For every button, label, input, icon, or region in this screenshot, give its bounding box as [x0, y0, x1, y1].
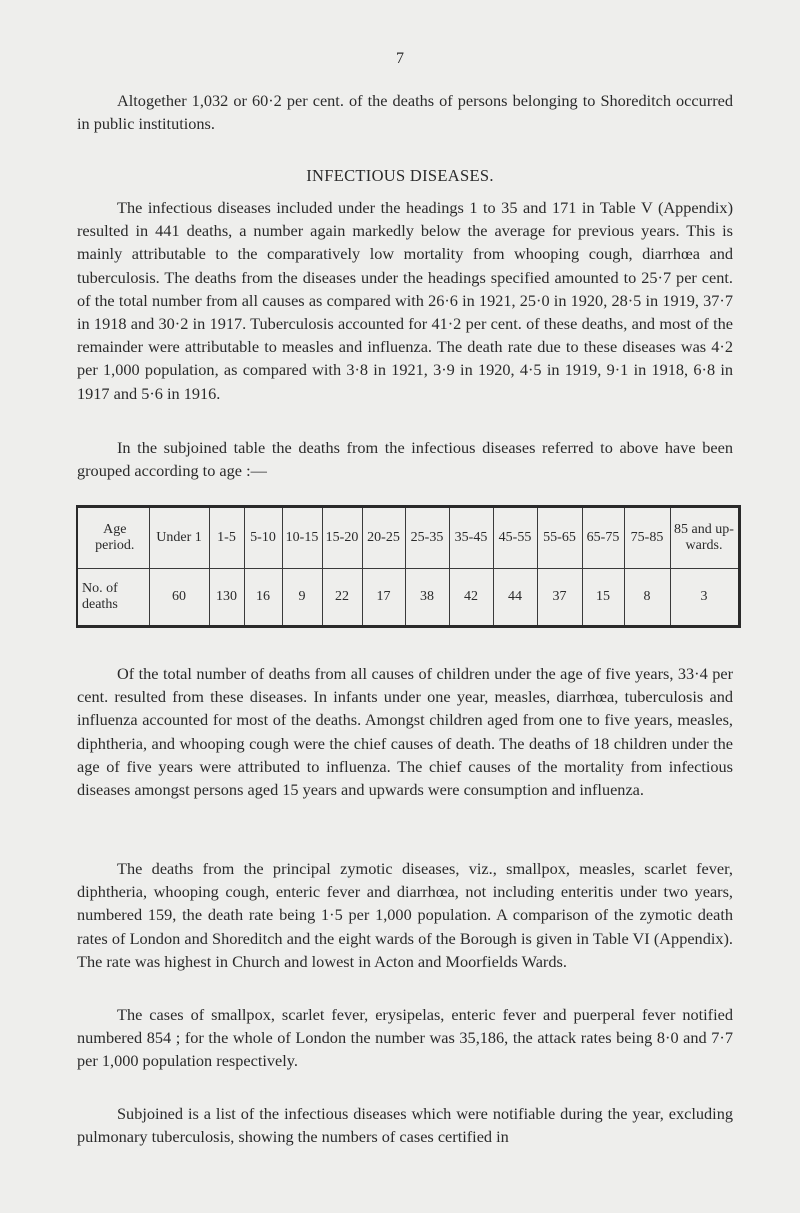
deaths-cell: 8	[624, 569, 670, 627]
age-cell: 15-20	[322, 507, 362, 569]
children-paragraph: Of the total number of deaths from all causes of children under the age of five years, 33·4 per cent. resulted from these diseases. In infants under one year, measles, diarrhœa, tuberculosis and influenza accounted for most of the deaths. Amongst children aged from one to five years, measles, diphtheria, and whooping cough were the chief causes of death. The deaths of 18 children under the age of five years were attributed to influenza. The chief causes of the mortality from infectious diseases amongst persons aged 15 years and upwards were consumption and influenza.	[77, 664, 733, 800]
age-cell: 55-65	[537, 507, 582, 569]
deaths-by-age-table	[76, 505, 741, 628]
age-cell: 35-45	[449, 507, 493, 569]
table-intro-paragraph: In the subjoined table the deaths from the infectious diseases referred to above have been grouped according to age :—	[77, 438, 733, 481]
deaths-row	[77, 569, 739, 627]
age-cell: 75-85	[624, 507, 670, 569]
age-cell: 5-10	[244, 507, 282, 569]
section-heading: INFECTIOUS DISEASES.	[306, 166, 494, 185]
deaths-cell: 9	[282, 569, 322, 627]
deaths-cell: 3	[670, 569, 739, 627]
deaths-cell: 22	[322, 569, 362, 627]
age-cell: 65-75	[582, 507, 624, 569]
deaths-cell: 15	[582, 569, 624, 627]
deaths-cell: 38	[405, 569, 449, 627]
deaths-cell: 17	[362, 569, 405, 627]
age-cell: 85 and up- wards.	[670, 507, 739, 569]
deaths-cell: 60	[149, 569, 209, 627]
deaths-cell: 44	[493, 569, 537, 627]
deaths-cell: 16	[244, 569, 282, 627]
deaths-cell: 42	[449, 569, 493, 627]
age-cell: 20-25	[362, 507, 405, 569]
age-cell: 10-15	[282, 507, 322, 569]
page-number: 7	[396, 50, 404, 67]
deaths-label: No. of deaths	[77, 569, 149, 627]
age-cell: Under 1	[149, 507, 209, 569]
age-cell: 1-5	[209, 507, 244, 569]
age-cell: 25-35	[405, 507, 449, 569]
infectious-paragraph: The infectious diseases included under the headings 1 to 35 and 171 in Table V (Appendix) resulted in 441 deaths, a number again markedly below the average for previous years. This is mainly attributable to the comparatively low mortality from whooping cough, diarrhœa and tuberculosis. The deaths from the diseases under the headings specified amounted to 25·7 per cent. of the total number from all causes as compared with 26·6 in 1921, 25·0 in 1920, 28·5 in 1919, 37·7 in 1918 and 30·2 in 1917. Tuberculosis accounted for 41·2 per cent. of these deaths, and most of the remainder were attributable to measles and influenza. The death rate due to these diseases was 4·2 per 1,000 population, as compared with 3·8 in 1921, 3·9 in 1920, 4·5 in 1919, 9·1 in 1918, 6·8 in 1917 and 5·6 in 1916.	[77, 198, 733, 403]
deaths-cell: 130	[209, 569, 244, 627]
notified-paragraph: The cases of smallpox, scarlet fever, erysipelas, enteric fever and puerperal fever notified numbered 854 ; for the whole of London the number was 35,186, the attack rates being 8·0 and 7·7 per 1,000 population respectively.	[77, 1005, 733, 1071]
age-period-label: Age period.	[77, 507, 149, 569]
intro-paragraph: Altogether 1,032 or 60·2 per cent. of the deaths of persons belonging to Shoreditch occurred in public institutions.	[77, 91, 733, 134]
zymotic-paragraph: The deaths from the principal zymotic diseases, viz., smallpox, measles, scarlet fever, diphtheria, whooping cough, enteric fever and diarrhœa, not including enteritis under two years, numbered 159, the death rate being 1·5 per 1,000 population. A comparison of the zymotic death rates of London and Shoreditch and the eight wards of the Borough is given in Table VI (Appendix). The rate was highest in Church and lowest in Acton and Moorfields Wards.	[77, 859, 733, 971]
deaths-cell: 37	[537, 569, 582, 627]
age-cell: 45-55	[493, 507, 537, 569]
subjoined-list-paragraph: Subjoined is a list of the infectious diseases which were notifiable during the year, excluding pulmonary tuberculosis, showing the numbers of cases certified in	[77, 1104, 733, 1147]
age-period-row	[77, 507, 739, 569]
